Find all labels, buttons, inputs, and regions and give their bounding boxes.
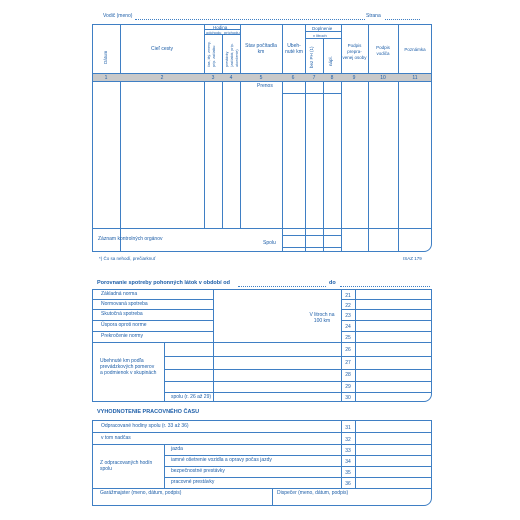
col-num-5: 5 — [259, 75, 263, 81]
sheet-number-line[interactable] — [385, 19, 420, 20]
work-section-title: VYHODNOTENIE PRACOVNÉHO ČASU — [97, 409, 200, 415]
col-fuel-nopu-label: bez PH (1) — [309, 46, 314, 68]
col-num-2: 2 — [160, 75, 164, 81]
fuel-group-label: Doplnenie — [312, 26, 333, 31]
garage-manager-label: Garážmajster (meno, dátum, podpis) — [100, 490, 182, 496]
total-cells[interactable] — [282, 235, 342, 248]
fuel-row-25-label: Prekročenie normy — [101, 333, 143, 339]
fuel-row-23-label: Skutočná spotreba — [101, 311, 143, 317]
col-num-1: 1 — [104, 75, 108, 81]
fuel-num-21: 21 — [345, 293, 351, 299]
fuel-section-title: Porovnanie spotreby pohonných látok v období od — [97, 280, 230, 286]
driver-name-line[interactable] — [135, 19, 365, 20]
period-to-label: do — [329, 280, 336, 286]
work-num-31: 31 — [345, 425, 351, 431]
total-label: Spolu — [263, 240, 276, 246]
fuel-num-26: 26 — [345, 347, 351, 353]
fuel-num-23: 23 — [345, 313, 351, 319]
col-num-11: 11 — [412, 75, 418, 81]
fuel-num-28: 28 — [345, 372, 351, 378]
col-start-time-label: čas, ktý. zmeny, príp. začiatku — [207, 41, 216, 67]
fuel-row-24-label: Úspora oproti norme — [101, 322, 147, 328]
km-groups-label: Ubehnuté km podľa prevádzkových pomerov a podmienok v skupinách — [100, 358, 157, 376]
col-date-label: Dátum — [103, 50, 108, 64]
liters-per-100km-label: V litroch na 100 km — [309, 312, 335, 324]
col-break-label: prestávky (začiatok, príp. ukončenie) — [225, 43, 239, 67]
col-num-7: 7 — [312, 75, 316, 81]
carry-forward-cells[interactable] — [282, 81, 342, 94]
departure-label: odchodu — [206, 30, 222, 35]
work-row-34-label: iamné ošetrenie vozidla a opravy počas jazdy — [171, 457, 272, 463]
sheet-label: Strana — [366, 13, 381, 19]
col-km-label: Ubeh-nuté km — [285, 43, 303, 55]
col-num-10: 10 — [380, 75, 386, 81]
col-fuel-fill-label: nápl. — [328, 56, 333, 66]
col-num-3: 3 — [211, 75, 215, 81]
col-driver-sign-label: Podpis vodiča — [376, 45, 390, 56]
footnote: *) Čo sa nehodí, prečiarknuť — [99, 256, 156, 261]
work-num-34: 34 — [345, 459, 351, 465]
fuel-num-24: 24 — [345, 324, 351, 330]
period-from-line[interactable] — [238, 286, 326, 287]
inspection-label: Záznam kontrolných orgánov — [98, 236, 163, 242]
work-num-32: 32 — [345, 437, 351, 443]
work-group-label: Z odpracovaných hodín spolu — [100, 460, 153, 472]
fuel-num-25: 25 — [345, 335, 351, 341]
km-sum-label: spolu (r. 26 až 29) — [171, 394, 212, 400]
fuel-row-21-label: Základná norma — [101, 291, 138, 297]
col-num-9: 9 — [352, 75, 356, 81]
col-num-8: 8 — [330, 75, 334, 81]
dispatcher-label: Dispečer (meno, dátum, podpis) — [277, 490, 349, 496]
col-destination-label: Cieľ cesty — [150, 46, 174, 52]
work-row-35-label: bezpečnostné prestávky — [171, 468, 225, 474]
col-passenger-sign-label: Podpis prepra-venej osoby — [342, 43, 367, 60]
work-row-33-label: jazda — [171, 446, 183, 452]
fuel-num-22: 22 — [345, 303, 351, 309]
fuel-liters-label: v litroch — [313, 33, 327, 38]
work-row-36-label: pracovné prestávky — [171, 479, 215, 485]
period-to-line[interactable] — [340, 286, 430, 287]
trip-log-table — [92, 24, 432, 252]
work-num-33: 33 — [345, 448, 351, 454]
work-row-31-label: Odpracované hodiny spolu (r. 33 až 36) — [101, 423, 189, 429]
col-num-4: 4 — [229, 75, 233, 81]
fuel-num-30: 30 — [345, 395, 351, 401]
work-num-36: 36 — [345, 481, 351, 487]
driver-label: Vodič (meno) — [103, 13, 133, 19]
form-code: ISAZ 179 — [403, 256, 422, 261]
col-odometer-label: Stav počítadla km — [245, 43, 277, 55]
col-note-label: Poznámka — [404, 47, 426, 52]
fuel-row-22-label: Normovaná spotreba — [101, 301, 148, 307]
fuel-num-29: 29 — [345, 384, 351, 390]
carry-forward-label: Prenos — [257, 83, 273, 89]
work-row-32-label: v tom nadčas — [101, 435, 131, 441]
col-num-6: 6 — [291, 75, 295, 81]
arrival-label: príchodu — [224, 30, 240, 35]
hours-group-label: Hodina — [213, 25, 228, 30]
fuel-num-27: 27 — [345, 360, 351, 366]
work-num-35: 35 — [345, 470, 351, 476]
